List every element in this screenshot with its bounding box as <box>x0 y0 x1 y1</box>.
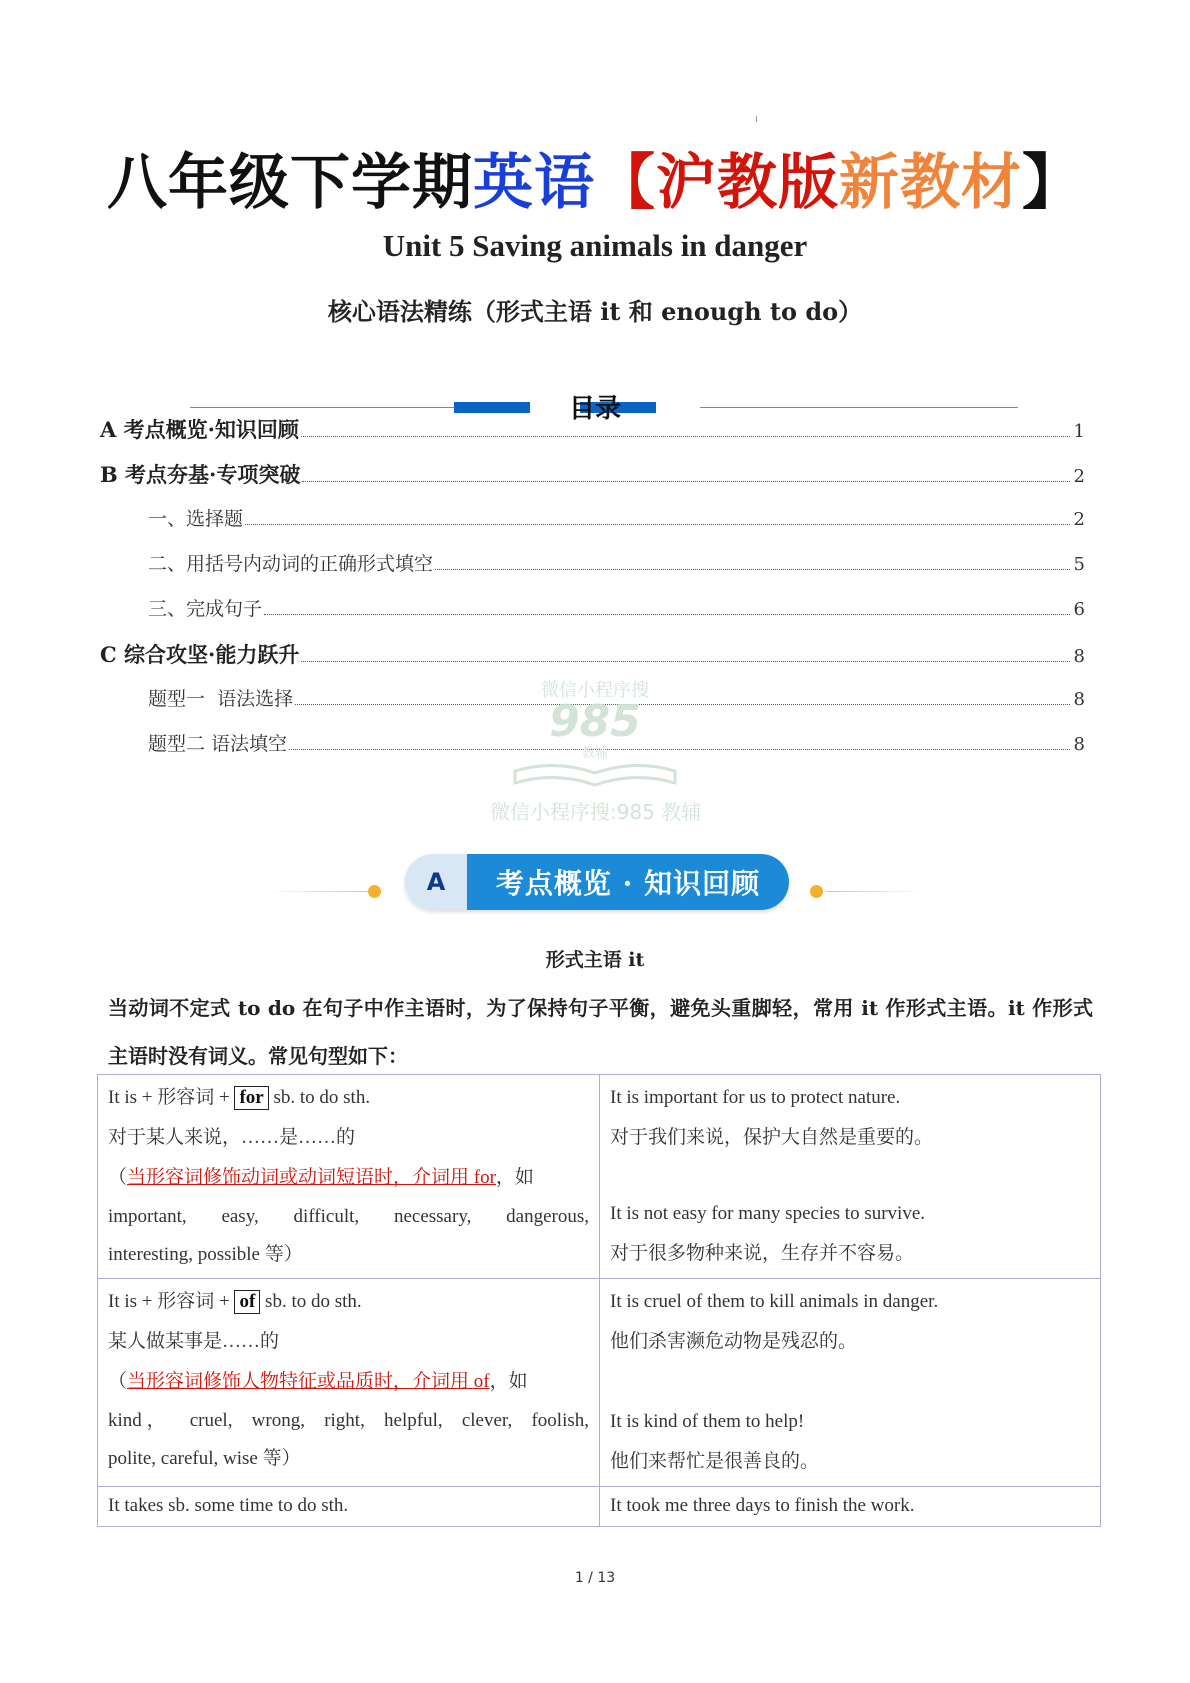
toc-item-c[interactable] <box>100 639 1085 669</box>
toc-item-b2[interactable] <box>148 549 1085 576</box>
toc-label: 一、选择题 <box>148 508 244 530</box>
note-open: （ <box>108 1371 128 1392</box>
pattern-text: It takes sb. some time to do sth. <box>108 1495 349 1516</box>
page-number: 1 / 13 <box>574 1570 616 1586</box>
usage-note: 当形容词修饰动词或动词短语时，介词用 for <box>127 1167 496 1188</box>
title-bracket: 】 <box>1022 148 1083 218</box>
preposition-box: of <box>234 1290 260 1314</box>
toc-item-b[interactable] <box>100 459 1085 489</box>
title-grade: 八年级下学期 <box>107 148 473 218</box>
pattern-prefix: It is + 形容词 + <box>108 1087 235 1108</box>
example-cell <box>600 1075 1101 1279</box>
toc-label: C 综合攻坚·能力跃升 <box>100 642 300 667</box>
example-en: It is cruel of them to kill animals in danger. <box>610 1291 939 1312</box>
book-icon <box>510 761 680 787</box>
spacer <box>610 1158 1090 1194</box>
section-title: 形式主语 it <box>545 949 645 971</box>
toc-leader <box>435 568 1070 570</box>
example-cell <box>600 1487 1101 1527</box>
grammar-topic: 核心语法精练（形式主语 it 和 enough to do） <box>327 297 863 326</box>
example-en: It is important for us to protect nature. <box>610 1087 901 1108</box>
banner-letter: A <box>405 854 467 910</box>
adjective-list: kind， cruel, wrong, right, helpful, clever, foolish, <box>108 1410 589 1431</box>
toc-page-number: 2 <box>1073 466 1085 487</box>
title-new-textbook: 新教材 <box>839 148 1022 218</box>
grammar-table <box>97 1074 1101 1527</box>
banner-dot-right <box>810 885 823 898</box>
pattern-meaning: 对于某人来说，……是……的 <box>108 1127 356 1148</box>
toc-page-number: 1 <box>1073 421 1085 442</box>
adjective-list: important, easy, difficult, necessary, dangerous, <box>108 1206 589 1227</box>
example-cn: 他们来帮忙是很善良的。 <box>610 1451 820 1472</box>
stray-mark <box>756 116 757 122</box>
table-row <box>98 1075 1101 1279</box>
banner-rule-left <box>268 891 368 892</box>
toc-page-number: 5 <box>1073 554 1085 575</box>
watermark-line1: 微信小程序搜 <box>541 680 649 701</box>
example-en: It took me three days to finish the work. <box>610 1495 915 1516</box>
adjective-list-end: polite, careful, wise 等） <box>108 1448 301 1469</box>
usage-note: 当形容词修饰人物特征或品质时，介词用 of <box>127 1371 490 1392</box>
toc-label: 三、完成句子 <box>148 598 263 620</box>
toc-item-b1[interactable] <box>148 504 1085 531</box>
watermark-text: 微信小程序搜:985 教辅 <box>490 800 702 824</box>
toc-page-number: 6 <box>1073 599 1085 620</box>
intro-paragraph: 当动词不定式 to do 在句子中作主语时，为了保持句子平衡，避免头重脚轻，常用 it 作形式主语。it 作形式主语时没有词义。常见句型如下： <box>108 996 1093 1068</box>
toc-page-number: 8 <box>1073 734 1085 755</box>
example-en: It is kind of them to help! <box>610 1411 805 1432</box>
note-tail: ，如 <box>489 1371 528 1392</box>
toc-label: 题型二 语法填空 <box>148 733 288 755</box>
title-edition: 【沪教版 <box>595 148 839 218</box>
toc-label: A 考点概览·知识回顾 <box>100 417 299 442</box>
document-title <box>0 148 1190 218</box>
toc-label: 题型一 语法选择 <box>148 688 294 710</box>
toc-leader <box>302 480 1069 482</box>
pattern-cell <box>98 1487 600 1527</box>
toc-leader <box>264 613 1070 615</box>
toc-page-number: 2 <box>1073 509 1085 530</box>
example-cn: 对于很多物种来说，生存并不容易。 <box>610 1243 915 1264</box>
watermark <box>490 676 700 787</box>
section-banner-a <box>405 854 789 910</box>
example-en: It is not easy for many species to survive. <box>610 1203 926 1224</box>
unit-title: Unit 5 Saving animals in danger <box>382 228 808 263</box>
toc-heading: 目录 <box>568 394 621 424</box>
toc-item-b3[interactable] <box>148 594 1085 621</box>
example-cn: 对于我们来说，保护大自然是重要的。 <box>610 1127 934 1148</box>
pattern-cell <box>98 1279 600 1487</box>
preposition-box: for <box>234 1086 268 1110</box>
pattern-cell <box>98 1075 600 1279</box>
example-cell <box>600 1279 1101 1487</box>
adjective-list-end: interesting, possible 等） <box>108 1244 303 1265</box>
spacer <box>610 1362 1090 1402</box>
toc-item-a[interactable] <box>100 414 1085 444</box>
table-row <box>98 1487 1101 1527</box>
watermark-number: 985 <box>549 696 641 747</box>
pattern-suffix: sb. to do sth. <box>260 1291 362 1312</box>
toc-leader <box>245 523 1070 525</box>
pattern-suffix: sb. to do sth. <box>268 1087 371 1108</box>
banner-dot-left <box>368 885 381 898</box>
watermark-line3: 教辅 <box>581 746 608 761</box>
note-open: （ <box>108 1167 128 1188</box>
toc-label: 二、用括号内动词的正确形式填空 <box>148 553 434 575</box>
pattern-prefix: It is + 形容词 + <box>108 1291 235 1312</box>
toc-label: B 考点夯基·专项突破 <box>100 462 301 487</box>
note-tail: ，如 <box>495 1167 534 1188</box>
toc-page-number: 8 <box>1073 646 1085 667</box>
table-row <box>98 1279 1101 1487</box>
banner-rule-right <box>826 891 926 892</box>
toc-page-number: 8 <box>1073 689 1085 710</box>
title-subject: 英语 <box>473 148 595 218</box>
toc-leader <box>301 660 1069 662</box>
toc-leader <box>301 435 1070 437</box>
example-cn: 他们杀害濒危动物是残忍的。 <box>610 1331 858 1352</box>
pattern-meaning: 某人做某事是……的 <box>108 1331 280 1352</box>
banner-title: 考点概览 · 知识回顾 <box>467 854 789 910</box>
